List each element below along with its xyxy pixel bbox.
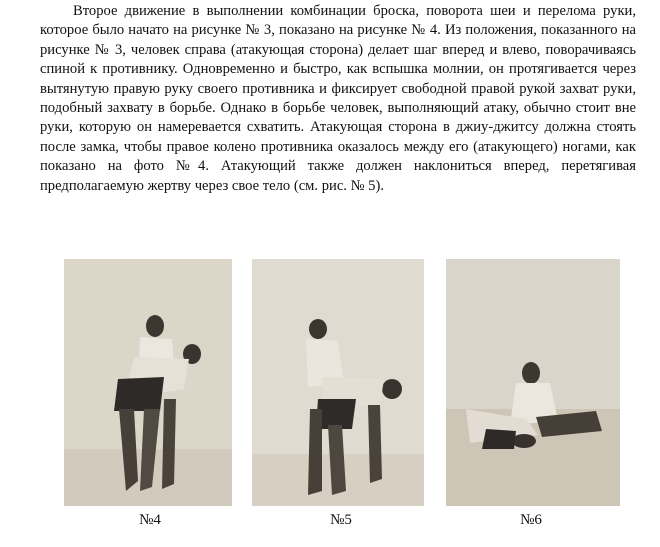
- photo-5-leg-3: [368, 405, 382, 483]
- photo-figure-6: [446, 259, 620, 506]
- caption-figure-5: №5: [330, 512, 352, 528]
- photo-5-illustration: [252, 259, 424, 506]
- photo-6-head-top: [522, 362, 540, 384]
- body-paragraph: [40, 2, 636, 196]
- photo-4-leg-3: [162, 399, 176, 489]
- photo-6-illustration: [446, 259, 620, 506]
- photo-4-illustration: [64, 259, 232, 506]
- photo-figure-5: [252, 259, 424, 506]
- caption-figure-4: №4: [139, 512, 161, 528]
- photo-6-head-down: [512, 434, 536, 448]
- photo-5-head-top: [309, 319, 327, 339]
- paragraph-text: Второе движение в выполнении комбинации броска, поворота шеи и перелома руки, которое было начато на рисунке № 3, показано на рисунке № 4. Из положения, показанного на рисунке № 3, человек справа (атакующая сторона) делает шаг вперед и влево, поворачиваясь спиной к противнику. Одновременно и быстро, как вспышка молнии, он протягивается через вытянутую правую руку своего противника и фиксирует свободной правой рукой захват руки, подобный захвату в борьбе. Однако в борьбе человек, выполняющий атаку, обычно стоит вне руки, которую он намеревается схватить. Атакующая сторона в джиу-джитсу должна стоять после замка, чтобы правое колено противника оказалось между его (атакующего) ногами, как показано на фото №4. Атакующий также должен наклониться вперед, перетягивая предполагаемую жертву через свое тело (см. рис. № 5).: [40, 3, 636, 194]
- photo-4-trunks: [114, 377, 164, 411]
- photo-5-leg-1: [308, 409, 322, 495]
- photo-4-head-back: [146, 315, 164, 337]
- photo-5-head-bent: [382, 379, 402, 399]
- caption-figure-6: №6: [520, 512, 542, 528]
- photo-figure-4: [64, 259, 232, 506]
- photo-6-trunks: [482, 429, 516, 449]
